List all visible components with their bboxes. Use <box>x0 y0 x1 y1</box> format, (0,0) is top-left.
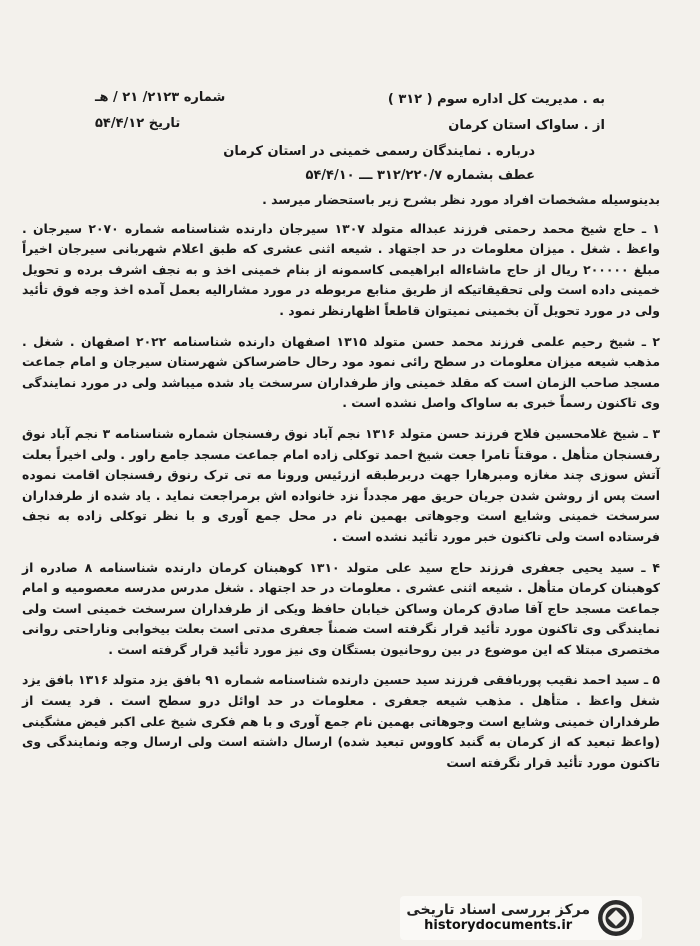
watermark-en: historydocuments.ir <box>424 918 573 933</box>
archive-logo-icon <box>596 898 636 938</box>
header-date: تاریخ ۵۴/۴/۱۲ <box>95 116 181 131</box>
paragraph-5: ۵ ـ سید احمد نقیب پوربافقی فرزند سید حسین دارنده شناسنامه شماره ۹۱ بافق یزد متولد ۱۳۱۶ بافق یزد شغل واعظ . متأهل . مذهب شیعه جعفری . معلومات در حد اوائل درو سطح است . فرد یست از طرفداران خمینی وشایع است وجوهاتی بهمین نام جمع آوری و با هم فکری شیخ علی اکبر فیض مشگینی (واعظ تبعید که از کرمان به گنبد کاووس تبعید شده) ارسال داشته است ولی ارسال وجه ونمایندگی وی تاکنون مورد تأئید قرار نگرفته است <box>22 672 660 770</box>
paragraph-2: ۲ ـ شیخ رحیم علمی فرزند محمد حسن متولد ۱۳۱۵ اصفهان دارنده شناسنامه ۲۰۲۲ اصفهان . شغل . مذهب شیعه میزان معلومات در سطح رائی نمود مود رحال حاضرساکن شهرستان سیرجان و امام جماعت مسجد صاحب الزمان است که مقلد خمینی واز طرفداران سرسخت یاد شده میباشد ولی در مورد نمایندگی وی تاکنون رسماً خبری به ساواک واصل نشده است . <box>22 333 660 411</box>
paragraph-4: ۴ ـ سید یحیی جعفری فرزند حاج سید علی متولد ۱۳۱۰ کوهبنان کرمان دارنده شناسنامه ۸ صادره از کوهبنان کرمان متأهل . شیعه اثنی عشری . معلومات در حد اجتهاد . شغل مدرس مدرسه معصومیه و امام جماعت مسجد حاج آقا صادق کرمان وساکن خیابان حافظ ویکی از طرفداران سرسخت خمینی است ولی نمایندگی وی تاکنون مورد تأئید قرار نگرفته است ضمناً جعفری مدتی است بعلت بیخوابی وناراحتی روانی مختصری مبتلا که این موضوع در بین روحانیون بستگان وی نیز مورد تأئید قرار گرفته است . <box>22 559 660 657</box>
header-to: به . مدیریت کل اداره سوم ( ۳۱۲ ) <box>387 92 605 107</box>
header-subject: درباره . نمایندگان رسمی خمینی در استان کرمان <box>223 144 535 159</box>
watermark <box>400 896 642 940</box>
header-number: شماره ۲۱۲۳/ ۲۱ / هـ <box>95 90 226 105</box>
watermark-text <box>406 903 590 933</box>
header-from: از . ساواک استان کرمان <box>448 118 605 133</box>
intro-line: بدینوسیله مشخصات افراد مورد نظر بشرح زیر باستحضار میرسد . <box>262 192 660 207</box>
paragraph-1: ۱ ـ حاج شیخ محمد رحمتی فرزند عبداله متولد ۱۳۰۷ سیرجان دارنده شناسنامه شماره ۲۰۷۰ سیرجان . واعظ . شغل . میزان معلومات در حد اجتهاد . شیعه اثنی عشری که طبق اعلام شهربانی سیرجان اخیراً مبلغ ۲۰۰۰۰۰ ریال از حاج ماشاءاله ابراهیمی کاسمونه از بنام خمینی اخذ و به نجف اشرف برده و تحویل خمینی داده است ولی تحقیقاتیکه از طریق منابع مربوطه در مورد مشارالیه بعمل آمده اخذ وجه فوق تأئید ولی در مورد تحویل آن بخمینی نمیتوان قاطعاً اظهارنظر نمود . <box>22 220 660 318</box>
header-reference: عطف بشماره ۳۱۲/۲۲۰/۷ ـــ ۵۴/۴/۱۰ <box>305 168 535 183</box>
paragraph-3: ۳ ـ شیخ غلامحسین فلاح فرزند حسن متولد ۱۳۱۶ نجم آباد نوق رفسنجان شماره شناسنامه ۳ نجم آباد نوق رفسنجان متأهل . موقتاً تامرا جعت شیخ احمد توکلی زاده امام جماعت مسجد جامع راور . ولی اخیراً بعلت آتش سوزی چند مغازه ومبرهارا جهت دربرطبقه ازرئیس ورونا مه تی ترک رنوق رفسنجان اقامت نموده است پس از روشن شدن جریان حریق مهر مجدداً نزد خانواده اش برمراجعت نماید . یاد شده از طرفداران سرسخت خمینی وشایع است وجوهاتی بهمین نام در محل جمع آوری و با نظر توکلی زاده به نجف فرستاده است ولی تاکنون خبر مورد تأئید نشده است . <box>22 425 661 544</box>
watermark-fa: مرکز بررسی اسناد تاریخی <box>406 902 590 918</box>
letter-body <box>22 190 660 783</box>
